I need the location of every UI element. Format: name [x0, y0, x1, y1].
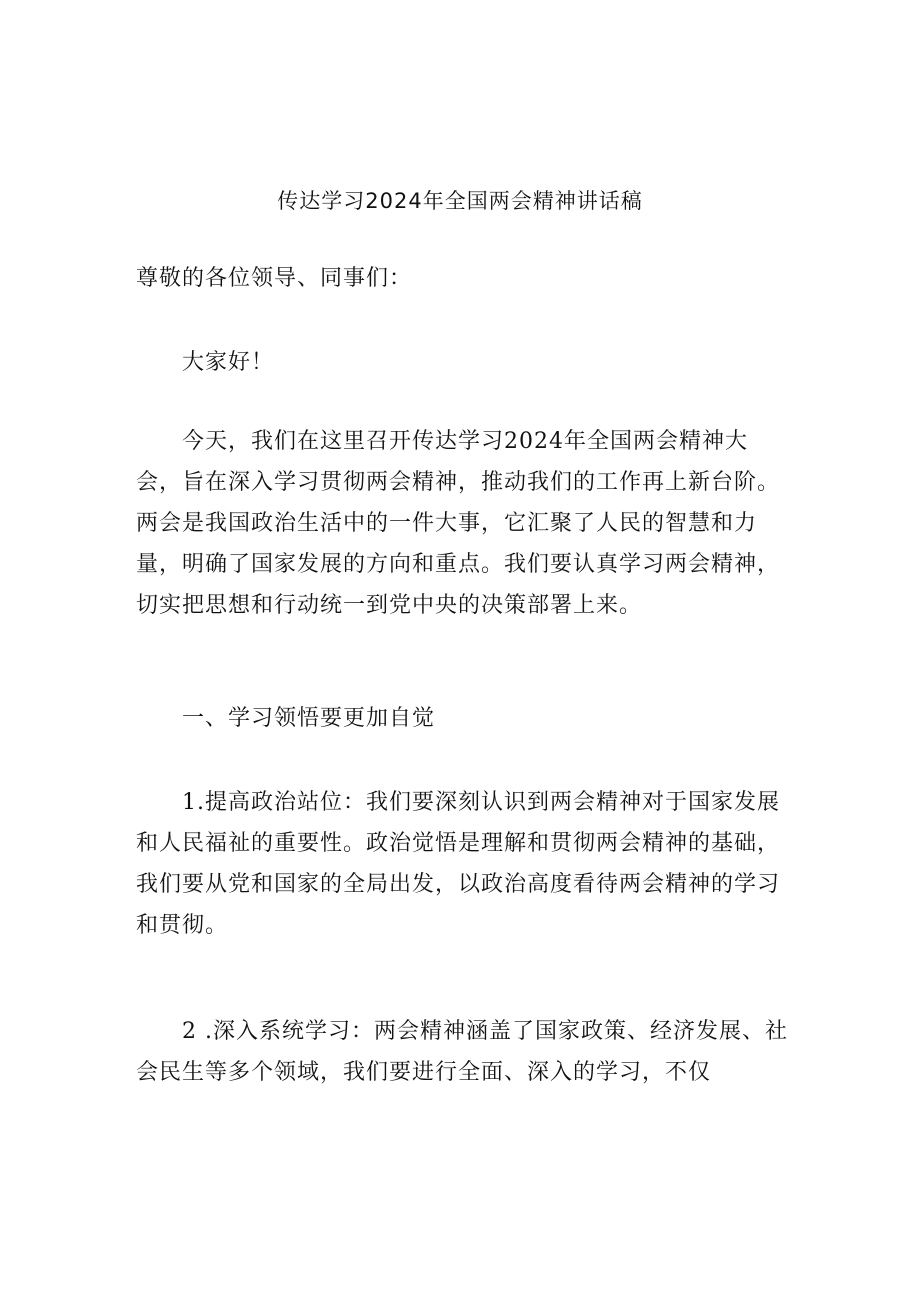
list-item-1: [136, 782, 790, 946]
item1-line-2: 和人民福祉的重要性。政治觉悟是理解和贯彻两会精神的基础，: [136, 831, 781, 856]
intro-line-4: 量，明确了国家发展的方向和重点。我们要认真学习两会精神，: [136, 552, 781, 577]
item1-line-3: 我们要从党和国家的全局出发，以政治高度看待两会精神的学习: [136, 872, 781, 897]
list-item-2: [136, 1011, 790, 1093]
intro-line-5: 切实把思想和行动统一到党中央的决策部署上来。: [136, 593, 643, 618]
greeting-text: 尊敬的各位领导、同事们：: [136, 266, 413, 291]
intro-line-1: 今天，我们在这里召开传达学习2024年全国两会精神大: [182, 429, 748, 454]
intro-paragraph: [136, 421, 790, 626]
section-heading-text: 一、学习领悟要更加自觉: [182, 706, 436, 731]
intro-line-2: 会，旨在深入学习贯彻两会精神，推动我们的工作再上新台阶。: [136, 470, 781, 495]
item1-line-1: 1.提高政治站位：我们要深刻认识到两会精神对于国家发展: [182, 790, 780, 815]
item1-line-4: 和贯彻。: [136, 913, 229, 938]
item2-line-2: 会民生等多个领域，我们要进行全面、深入的学习，不仅: [136, 1060, 712, 1085]
hello-line: [136, 342, 790, 383]
item2-line-1: 2 .深入系统学习：两会精神涵盖了国家政策、经济发展、社: [182, 1019, 788, 1044]
greeting-line: [136, 258, 790, 299]
section-heading-1: [136, 698, 790, 739]
intro-line-3: 两会是我国政治生活中的一件大事，它汇聚了人民的智慧和力: [136, 511, 758, 536]
document-title: 传达学习2024年全国两会精神讲话稿: [277, 189, 643, 213]
hello-text: 大家好！: [182, 350, 275, 375]
